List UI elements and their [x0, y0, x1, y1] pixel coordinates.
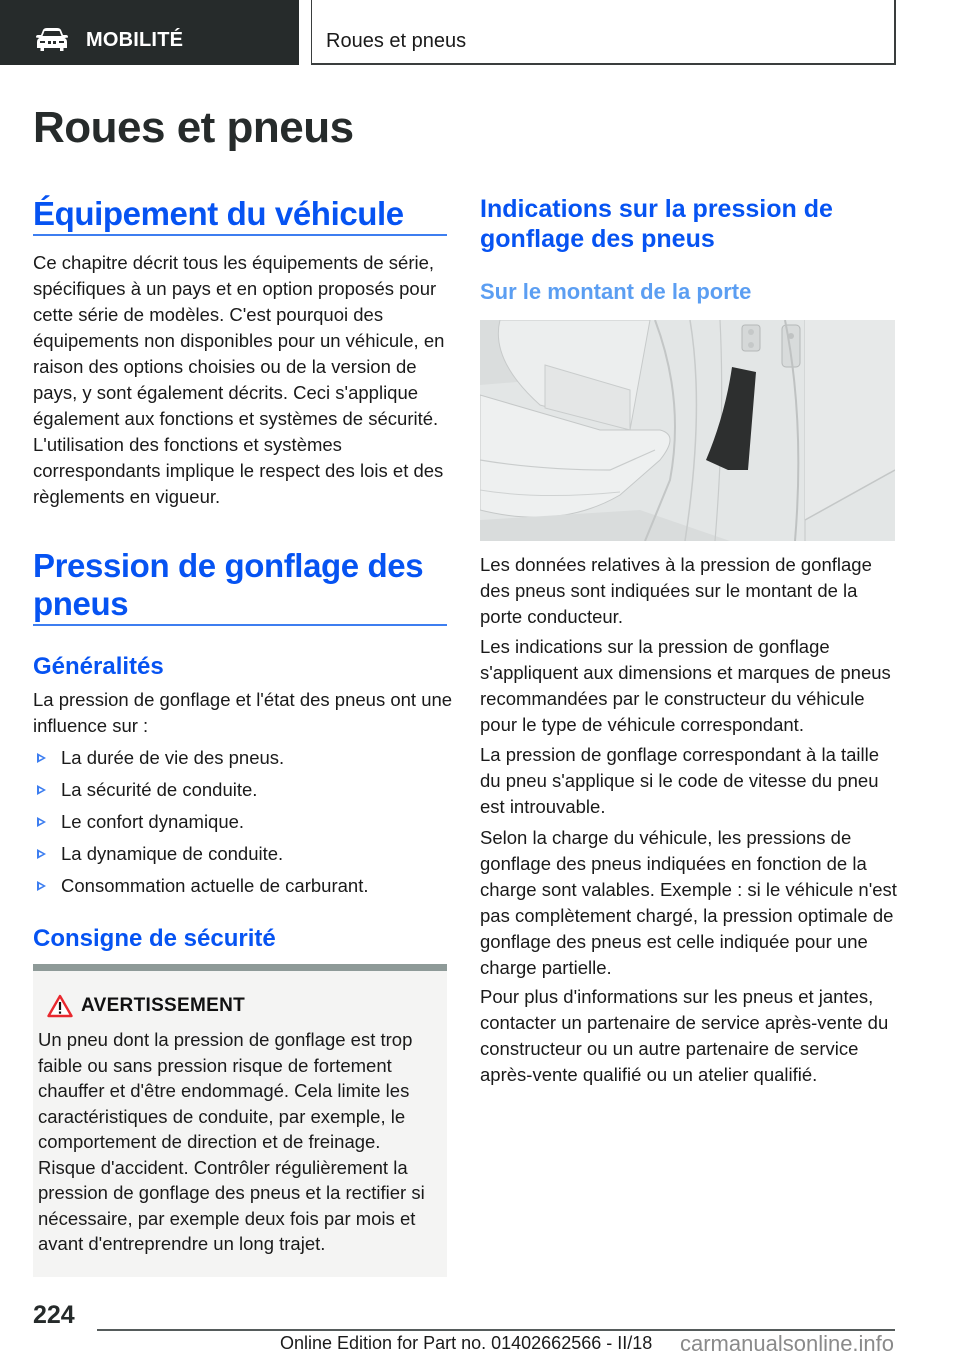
bullet-triangle-icon	[37, 817, 46, 827]
chapter-header	[311, 0, 896, 65]
list-item: La dynamique de conduite.	[33, 838, 453, 870]
paragraph-2: Les indications sur la pression de gonflage s'appliquent aux dimensions et marques de pneus recommandées par le constructeur du véhicule pour le type de véhicule correspondant.	[480, 636, 891, 735]
warning-box	[33, 964, 447, 1277]
heading-generalites: Généralités	[33, 653, 164, 680]
heading-rule	[33, 234, 447, 236]
paragraph-3: La pression de gonflage correspondant à la taille du pneu s'applique si le code de vitesse du pneu est introuvable.	[480, 744, 880, 817]
heading-indications: Indications sur la pression de gonflage des pneus	[480, 195, 833, 253]
influence-list	[33, 742, 453, 902]
bullet-triangle-icon	[37, 785, 46, 795]
car-front-icon	[36, 28, 68, 52]
heading-consigne: Consigne de sécurité	[33, 925, 276, 952]
door-pillar-image	[480, 320, 895, 541]
list-item: Consommation actuelle de carburant.	[33, 870, 453, 902]
list-item: Le confort dynamique.	[33, 806, 453, 838]
warning-text: Un pneu dont la pression de gonflage est trop faible ou sans pression risque de fortement chauffer et d'être endommagé. Cela limite les caractéristiques de conduite, par exemple, le comportement de direction et de freinage. Risque d'accident. Contrôler régulièrement la pression de gonflage des pneus et la rectifier si nécessaire, par exemple deux fois par mois et avant d'entreprendre un long trajet.	[38, 1029, 425, 1254]
paragraph-5: Pour plus d'informations sur les pneus et jantes, contacter un partenaire de service après-vente du constructeur ou un autre partenaire de service après-vente qualifié ou un atelier qualifié.	[480, 986, 889, 1085]
warning-title: AVERTISSEMENT	[81, 995, 246, 1016]
bullet-triangle-icon	[37, 753, 46, 763]
heading-rule	[33, 624, 447, 626]
list-item: La sécurité de conduite.	[33, 774, 453, 806]
heading-equipement: Équipement du véhicule	[33, 195, 404, 232]
list-item: La durée de vie des pneus.	[33, 742, 453, 774]
bullet-triangle-icon	[37, 881, 46, 891]
bullet-triangle-icon	[37, 849, 46, 859]
page-title: Roues et pneus	[33, 103, 354, 152]
section-tab	[0, 0, 299, 65]
page-number: 224	[33, 1301, 75, 1329]
chapter-label: Roues et pneus	[326, 30, 467, 52]
paragraph-4: Selon la charge du véhicule, les pressions de gonflage des pneus indiquées en fonction de la charge sont valables. Exemple : si le véhicule n'est pas complètement chargé, la pression optimale de gonflage des pneus est celle indiquée pour une charge partielle.	[480, 827, 897, 978]
subheading-montant: Sur le montant de la porte	[480, 279, 752, 304]
equipement-text: Ce chapitre décrit tous les équipements de série, spécifiques à un pays et en option proposés pour cette série de modèles. C'est pourquoi des équipements non disponibles pour un véhicule, en raison des options choisies ou de la version de pays, y sont également décrits. Ceci s'applique également aux fonctions et systèmes de sécurité. L'utilisation des fonctions et systèmes correspondants implique le respect des lois et des règlements en vigueur.	[33, 252, 445, 507]
generalites-intro: La pression de gonflage et l'état des pneus ont une influence sur :	[33, 689, 453, 736]
warning-triangle-icon	[47, 994, 73, 1018]
door-pillar-illustration	[480, 320, 895, 541]
watermark-text: carmanualsonline.info	[680, 1331, 895, 1356]
edition-text: Online Edition for Part no. 01402662566 - II/18	[280, 1333, 653, 1353]
paragraph-1: Les données relatives à la pression de gonflage des pneus sont indiquées sur le montant de la porte conducteur.	[480, 554, 872, 627]
section-label: MOBILITÉ	[86, 29, 184, 51]
heading-pression: Pression de gonflage des pneus	[33, 547, 424, 622]
